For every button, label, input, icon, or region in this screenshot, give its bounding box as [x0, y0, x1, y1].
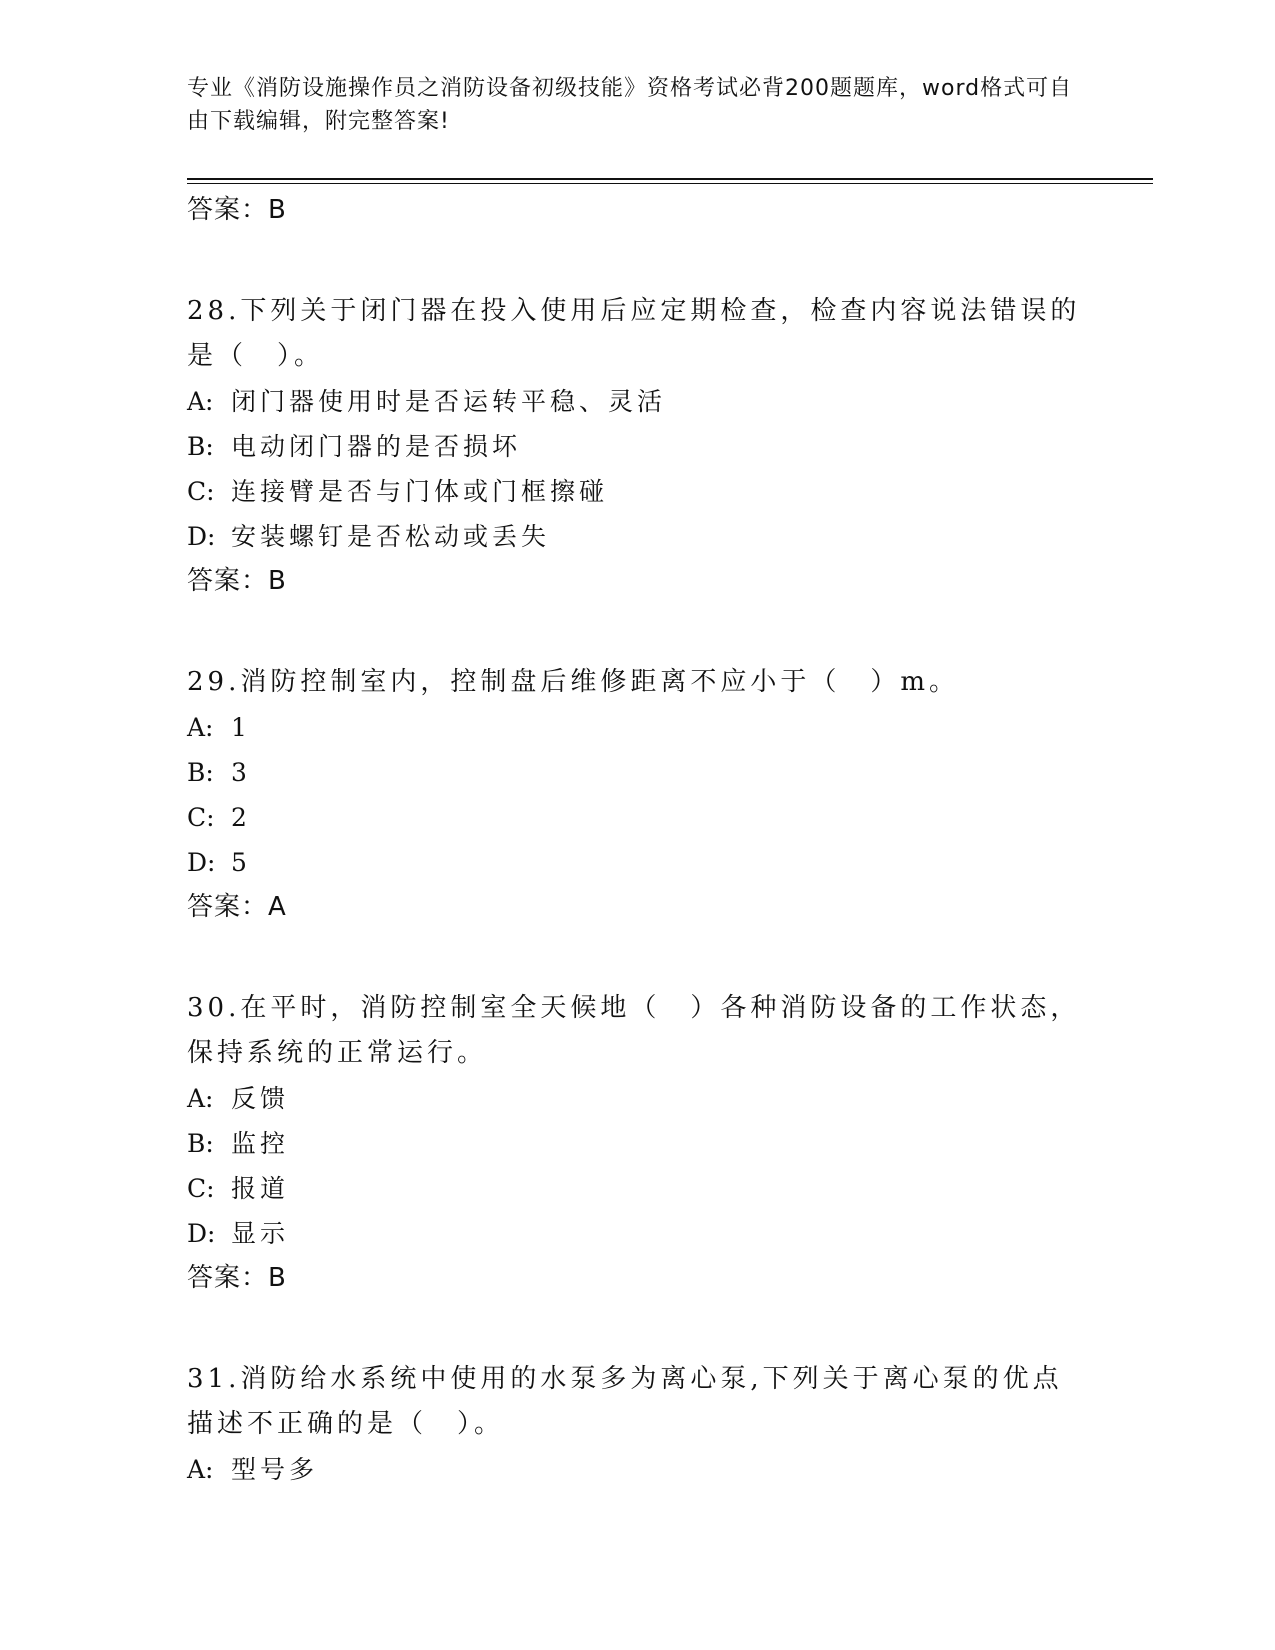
- option-key: C:: [187, 1174, 215, 1203]
- option-key: D:: [187, 522, 216, 551]
- option-b: [187, 424, 1087, 469]
- option-c: [187, 469, 1087, 514]
- spacer: [187, 233, 1087, 289]
- option-d: [187, 840, 1087, 885]
- question-block: [187, 660, 1087, 930]
- spacer: [187, 604, 1087, 660]
- option-key: A:: [187, 713, 214, 742]
- question-list: [187, 188, 1087, 1492]
- option-text: 显示: [231, 1219, 290, 1248]
- answer-line: 答案：B: [187, 566, 287, 596]
- option-b: [187, 1121, 1087, 1166]
- option-key: B:: [187, 758, 214, 787]
- option-key: B:: [187, 1129, 214, 1158]
- answer-line: 答案：B: [187, 1263, 287, 1293]
- header-divider-thick: [187, 178, 1153, 180]
- option-text: 安装螺钉是否松动或丢失: [231, 522, 551, 551]
- option-c: [187, 1166, 1087, 1211]
- option-key: A:: [187, 1455, 214, 1484]
- option-a: [187, 1076, 1087, 1121]
- question-block: [187, 289, 1087, 604]
- option-d: [187, 1211, 1087, 1256]
- option-text: 型号多: [231, 1455, 319, 1484]
- option-key: C:: [187, 803, 215, 832]
- option-key: A:: [187, 387, 214, 416]
- option-text: 连接臂是否与门体或门框擦碰: [231, 477, 609, 506]
- option-a: [187, 705, 1087, 750]
- question-text: 28.下列关于闭门器在投入使用后应定期检查，检查内容说法错误的是（ ）。: [187, 296, 1081, 371]
- option-text: 2: [231, 803, 251, 832]
- question-block: [187, 986, 1087, 1301]
- option-text: 报道: [231, 1174, 290, 1203]
- option-key: A:: [187, 1084, 214, 1113]
- answer-line: 答案：B: [187, 195, 287, 225]
- option-c: [187, 795, 1087, 840]
- question-text: 31.消防给水系统中使用的水泵多为离心泵,下列关于离心泵的优点描述不正确的是（ ）。: [187, 1364, 1063, 1439]
- option-text: 反馈: [231, 1084, 290, 1113]
- header-divider-thin: [187, 183, 1153, 184]
- option-text: 监控: [231, 1129, 290, 1158]
- option-text: 3: [231, 758, 251, 787]
- option-a: [187, 1447, 1087, 1492]
- option-text: 闭门器使用时是否运转平稳、灵活: [231, 387, 667, 416]
- question-text: 29.消防控制室内，控制盘后维修距离不应小于（ ）m。: [187, 667, 960, 697]
- option-text: 1: [231, 713, 251, 742]
- header-intro-text: 专业《消防设施操作员之消防设备初级技能》资格考试必背200题题库，word格式可自由下载编辑，附完整答案!: [187, 76, 1073, 134]
- option-a: [187, 379, 1087, 424]
- option-key: B:: [187, 432, 214, 461]
- answer-line: 答案：A: [187, 892, 287, 922]
- question-block: [187, 1357, 1087, 1492]
- document-header: [187, 72, 1087, 138]
- option-key: D:: [187, 848, 216, 877]
- option-b: [187, 750, 1087, 795]
- option-text: 电动闭门器的是否损坏: [231, 432, 522, 461]
- option-key: C:: [187, 477, 215, 506]
- option-key: D:: [187, 1219, 216, 1248]
- question-text: 30.在平时，消防控制室全天候地（ ）各种消防设备的工作状态，保持系统的正常运行。: [187, 993, 1081, 1068]
- option-text: 5: [231, 848, 251, 877]
- spacer: [187, 1301, 1087, 1357]
- option-d: [187, 514, 1087, 559]
- spacer: [187, 930, 1087, 986]
